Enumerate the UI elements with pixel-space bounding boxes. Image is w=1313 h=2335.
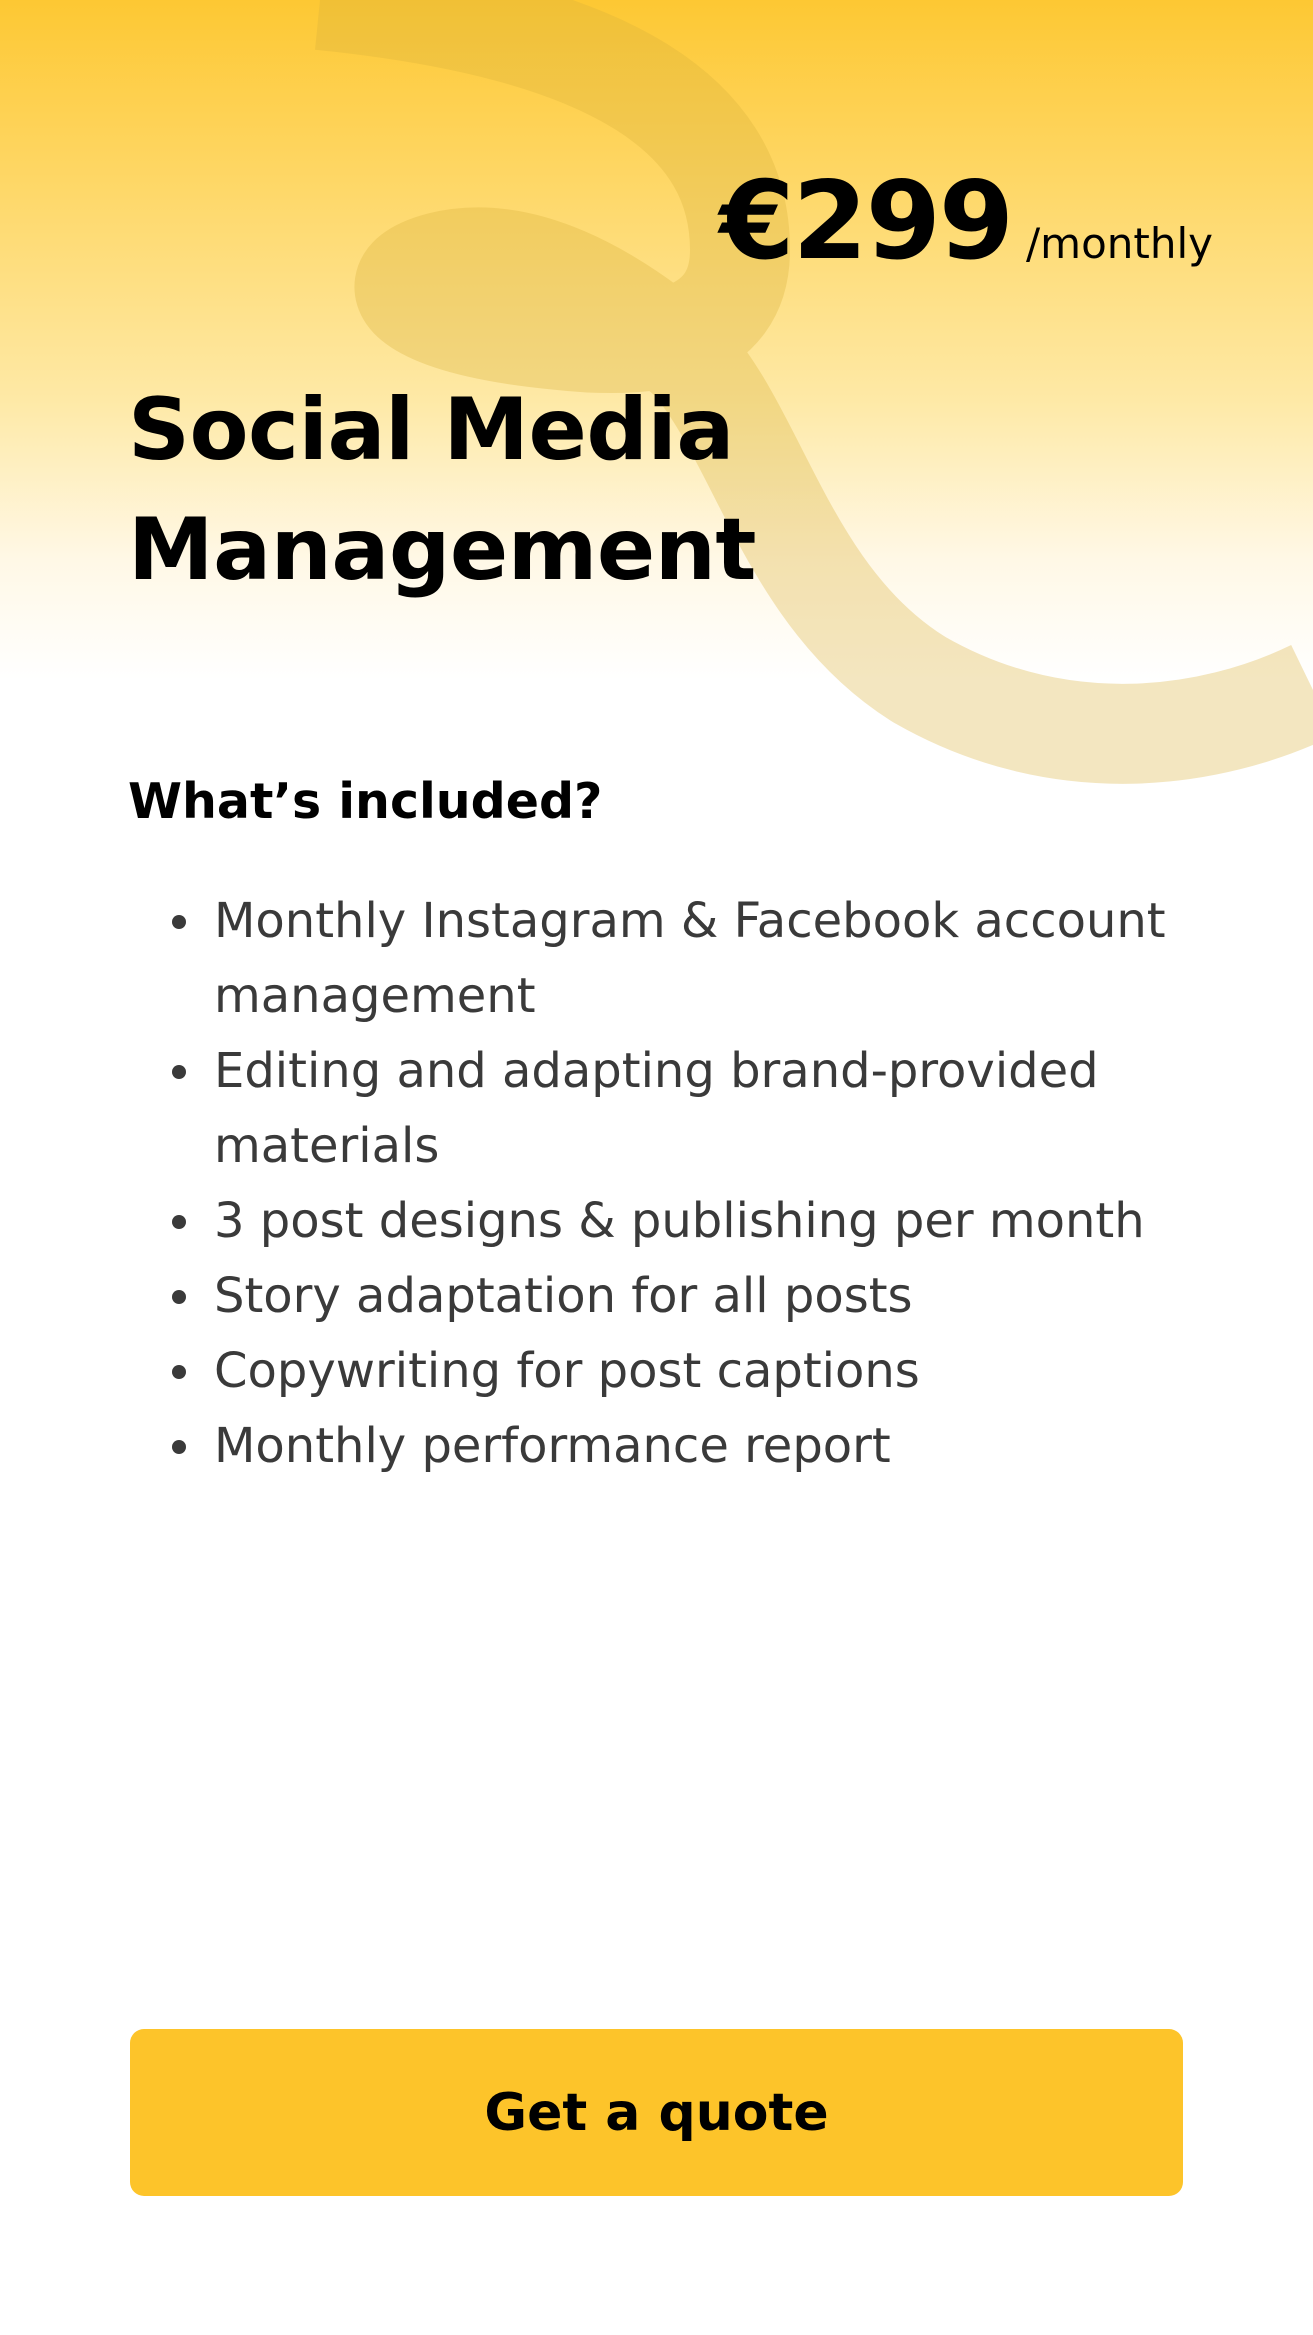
feature-text: Monthly Instagram & Facebook account management: [214, 893, 1166, 1024]
feature-item: [128, 1034, 1248, 1184]
feature-text: 3 post designs & publishing per month: [214, 1193, 1145, 1249]
price-period: /monthly: [1026, 219, 1213, 268]
feature-item: [128, 1184, 1248, 1259]
included-heading: What’s included?: [128, 773, 603, 830]
feature-item: [128, 1259, 1248, 1334]
feature-text: Copywriting for post captions: [214, 1343, 920, 1399]
feature-text: Monthly performance report: [214, 1418, 891, 1474]
bullet-icon: [172, 1440, 186, 1454]
plan-title-line2: Management: [128, 500, 757, 600]
bullet-icon: [172, 1065, 186, 1079]
plan-title: [128, 370, 888, 610]
feature-item: [128, 1409, 1248, 1484]
get-quote-button[interactable]: Get a quote: [130, 2029, 1183, 2196]
bullet-icon: [172, 1365, 186, 1379]
feature-text: Story adaptation for all posts: [214, 1268, 913, 1324]
plan-title-line1: Social Media: [128, 380, 734, 480]
bullet-icon: [172, 1290, 186, 1304]
feature-item: [128, 884, 1248, 1034]
price-amount: €299: [719, 159, 1012, 284]
feature-text: Editing and adapting brand-provided materials: [214, 1043, 1099, 1174]
feature-item: [128, 1334, 1248, 1409]
bullet-icon: [172, 1215, 186, 1229]
price-block: [719, 159, 1213, 284]
bullet-icon: [172, 915, 186, 929]
feature-list: [128, 884, 1248, 1484]
